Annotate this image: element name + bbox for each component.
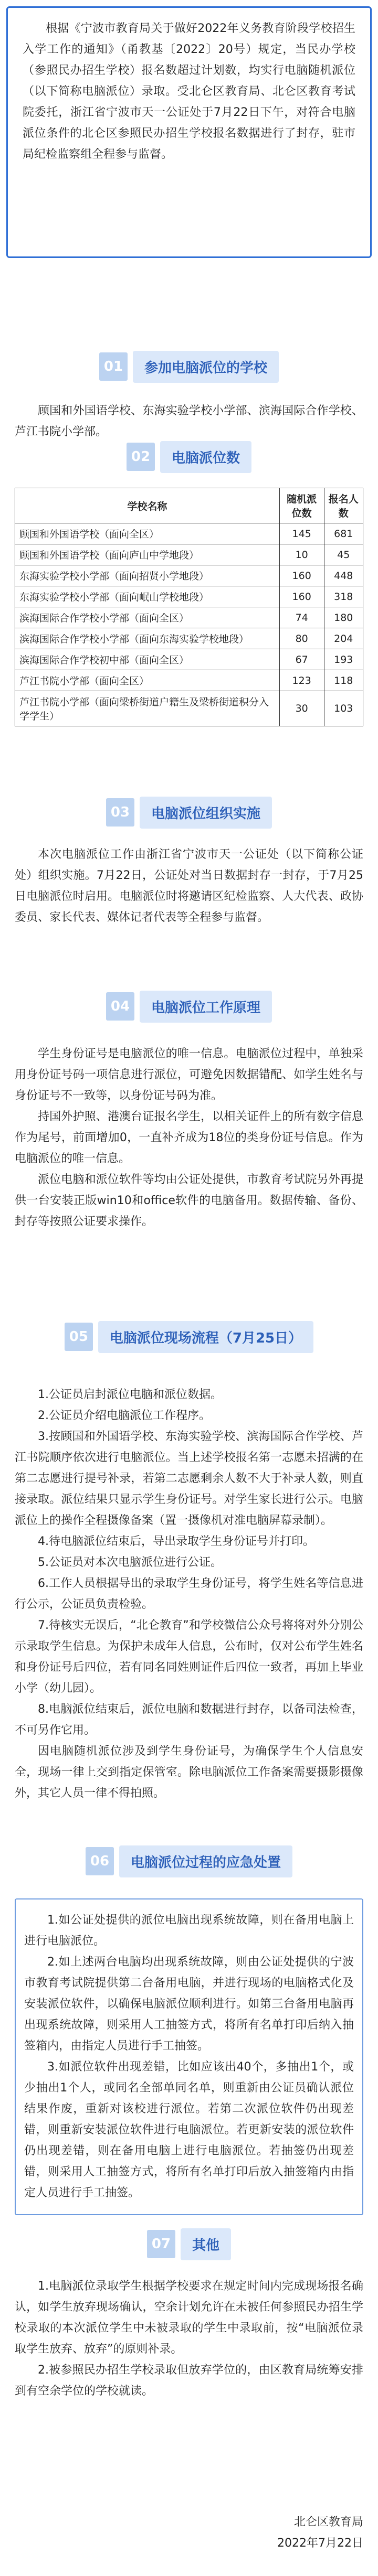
cell-quota: 74 [279,607,324,628]
cell-school: 芦江书院小学部（面向梁桥街道户籍生及梁桥街道积分入学学生） [15,691,280,726]
section-01-text: 顾国和外国语学校、东海实验学校小学部、滨海国际合作学校、芦江书院小学部。 [15,404,363,438]
intro-text: 根据《宁波市教育局关于做好2022年义务教育阶段学校招生入学工作的通知》（甬教基〔2022〕20号）规定，当民办学校（参照民办招生学校）报名数超过计划数，均实行电脑随机派位（以下简称电脑派位）录取。受北仑区教育局、北仑区教育考试院委托，浙江省宁波市天一公证处于7月22日下午，对符合电脑派位条件的北仑区参照民办招生学校报名数据进行了封存，驻市局纪检监察组全程参与监督。 [23,22,355,161]
section-05-step: 3.按顾国和外国语学校、东海实验学校、滨海国际合作学校、芦江书院顺序依次进行电脑派位。当上述学校报名第一志愿未招满的在第二志愿进行提号补录，若第二志愿剩余人数不大于补录人数，则直接录取。派位结果只显示学生身份证号。对学生家长进行公示。电脑派位上的操作全程摄像备案（置一摄像机对准电脑屏幕录制）。 [15,1430,363,1527]
section-06-paragraph: 3.如派位软件出现差错，比如应该出40个，多抽出1个，或少抽出1个人，或同名全部单同名单，则重新由公证员确认派位结果作废，重新对该校进行派位。若第二次派位软件仍出现差错，则重新安装派位软件进行电脑派位。若更新安装的派位软件仍出现差错，则在备用电脑上进行电脑派位。若抽签仍出现差错，则采用人工抽签方式，将所有名单打印后放入抽签箱内由指定人员进行手工抽签。 [24,2060,354,2199]
section-04-paragraph: 持国外护照、港澳台证报名学生，以相关证件上的所有数字信息作为尾号，前面增加0，一直补齐成为18位的类身份证号信息。作为电脑派位的唯一信息。 [15,1110,363,1165]
cell-school: 滨海国际合作学校小学部（面向东海实验学校地段） [15,628,280,649]
section-06-body [15,1898,363,2215]
cell-school: 芦江书院小学部（面向全区） [15,670,280,691]
section-01-title: 参加电脑派位的学校 [133,351,279,383]
cell-school: 顾国和外国语学校（面向庐山中学地段） [15,544,280,565]
cell-applicants: 180 [324,607,363,628]
section-07-body [15,2276,363,2402]
section-05-step: 8.电脑派位结束后，派位电脑和数据进行封存，以备司法检查，不可另作它用。 [15,1703,363,1737]
section-02-header [0,436,378,477]
cell-applicants: 204 [324,628,363,649]
table-row [15,544,363,565]
section-03-header [0,792,378,833]
section-03-text: 本次电脑派位工作由浙江省宁波市天一公证处（以下简称公证处）组织实施。7月22日，公证处对当日数据封存一封存，于7月25日电脑派位时启用。电脑派位时将邀请区纪检监察、人大代表、政协委员、家长代表、媒体记者代表等全程参与监督。 [15,848,363,924]
section-05-step: 因电脑随机派位涉及到学生身份证号，为确保学生个人信息安全，现场一律上交到指定保管室。除电脑派位工作备案需要摄影摄像外，其它人员一律不得拍照。 [15,1745,363,1800]
section-05-step: 7.待核实无误后，“北仑教育”和学校微信公众号将将对外分别公示录取学生信息。为保护未成年人信息，公布时，仅对公布学生姓名和身份证号后四位，若有同名同姓则证件后四位一致者，再加上毕业小学（幼儿园）。 [15,1619,363,1695]
table-row [15,607,363,628]
cell-applicants: 318 [324,586,363,607]
header-applicants: 报名人数 [324,488,363,523]
section-01-number: 01 [99,352,128,381]
section-02-title: 电脑派位数 [160,441,251,473]
signature-date: 2022年7月22日 [277,2537,363,2550]
cell-applicants: 103 [324,691,363,726]
cell-school: 滨海国际合作学校初中部（面向全区） [15,649,280,670]
cell-applicants: 45 [324,544,363,565]
cell-quota: 160 [279,565,324,586]
cell-school: 东海实验学校小学部（面向招贤小学地段） [15,565,280,586]
section-04-paragraph: 派位电脑和派位软件等均由公证处提供，市教育考试院另外再提供一台安装正版win10和office软件的电脑备用。数据传输、备份、封存等按照公证要求操作。 [15,1173,363,1228]
section-05-title: 电脑派位现场流程（7月25日） [98,1321,313,1353]
cell-quota: 123 [279,670,324,691]
table-row [15,586,363,607]
table-header-row [15,488,363,523]
section-06-paragraph: 2.如上述两台电脑均出现系统故障，则由公证处提供的宁波市教育考试院提供第二台备用电脑，并进行现场的电脑格式化及安装派位软件，以确保电脑派位顺利进行。如第三台备用电脑再出现系统故障，则采用人工抽签方式，将所有名单打印后纳入抽签箱内，由指定人员进行手工抽签。 [24,1956,354,2053]
section-05-step: 1.公证员启封派位电脑和派位数据。 [38,1388,222,1401]
cell-quota: 30 [279,691,324,726]
section-01-header [0,346,378,387]
section-06-number: 06 [86,1847,114,1875]
section-06-title: 电脑派位过程的应急处置 [119,1845,292,1877]
section-05-step: 5.公证员对本次电脑派位进行公证。 [38,1556,222,1569]
quota-table [15,488,363,726]
section-05-body [15,1384,363,1804]
section-07-paragraph: 1.电脑派位录取学生根据学校要求在规定时间内完成现场报名确认，如学生放弃现场确认，空余计划允许在未被任何参照民办招生学校录取的本次派位学生中未被录取的学生中录取前，按“电脑派位录取学生放弃、放弃”的原则补录。 [15,2280,363,2356]
header-school: 学校名称 [15,488,280,523]
cell-applicants: 448 [324,565,363,586]
cell-school: 东海实验学校小学部（面向岷山学校地段） [15,586,280,607]
table-row [15,649,363,670]
table-row [15,565,363,586]
section-07-paragraph: 2.被参照民办招生学校录取但放弃学位的，由区教育局统筹安排到有空余学位的学校就读。 [15,2364,363,2398]
header-quota: 随机派位数 [279,488,324,523]
cell-school: 滨海国际合作学校小学部（面向全区） [15,607,280,628]
section-06-paragraph: 1.如公证处提供的派位电脑出现系统故障，则在备用电脑上进行电脑派位。 [24,1914,354,1948]
table-row [15,670,363,691]
signature [277,2512,363,2554]
cell-applicants: 118 [324,670,363,691]
signature-org: 北仑区教育局 [293,2516,363,2529]
section-05-step: 2.公证员介绍电脑派位工作程序。 [38,1409,211,1422]
section-04-title: 电脑派位工作原理 [140,991,272,1023]
section-06-header [0,1841,378,1882]
section-05-step: 4.待电脑派位结束后，导出录取学生身份证号并打印。 [38,1535,314,1548]
table-row [15,691,363,726]
table-row [15,523,363,544]
table-row [15,628,363,649]
cell-quota: 10 [279,544,324,565]
section-03-title: 电脑派位组织实施 [140,797,272,829]
section-04-body [15,1044,363,1232]
cell-quota: 80 [279,628,324,649]
intro-box [6,6,372,258]
section-05-step: 6.工作人员根据导出的录取学生身份证号，将学生姓名等信息进行公示，公证员负责检验。 [15,1577,363,1611]
section-03-body [15,844,363,928]
section-07-title: 其他 [181,2228,231,2260]
cell-applicants: 681 [324,523,363,544]
section-02-number: 02 [127,443,155,471]
section-04-header [0,986,378,1027]
cell-quota: 160 [279,586,324,607]
cell-quota: 145 [279,523,324,544]
section-07-number: 07 [147,2230,175,2258]
cell-applicants: 193 [324,649,363,670]
section-04-paragraph: 学生身份证号是电脑派位的唯一信息。电脑派位过程中，单独采用身份证号码一项信息进行派位，可避免因数据错配、如学生姓名与身份证号不一致等，以身份证号码为准。 [15,1047,363,1102]
section-03-number: 03 [106,798,134,827]
cell-school: 顾国和外国语学校（面向全区） [15,523,280,544]
section-04-number: 04 [106,992,134,1021]
section-05-number: 05 [65,1323,93,1351]
section-05-header [0,1316,378,1357]
cell-quota: 67 [279,649,324,670]
section-07-header [0,2224,378,2264]
